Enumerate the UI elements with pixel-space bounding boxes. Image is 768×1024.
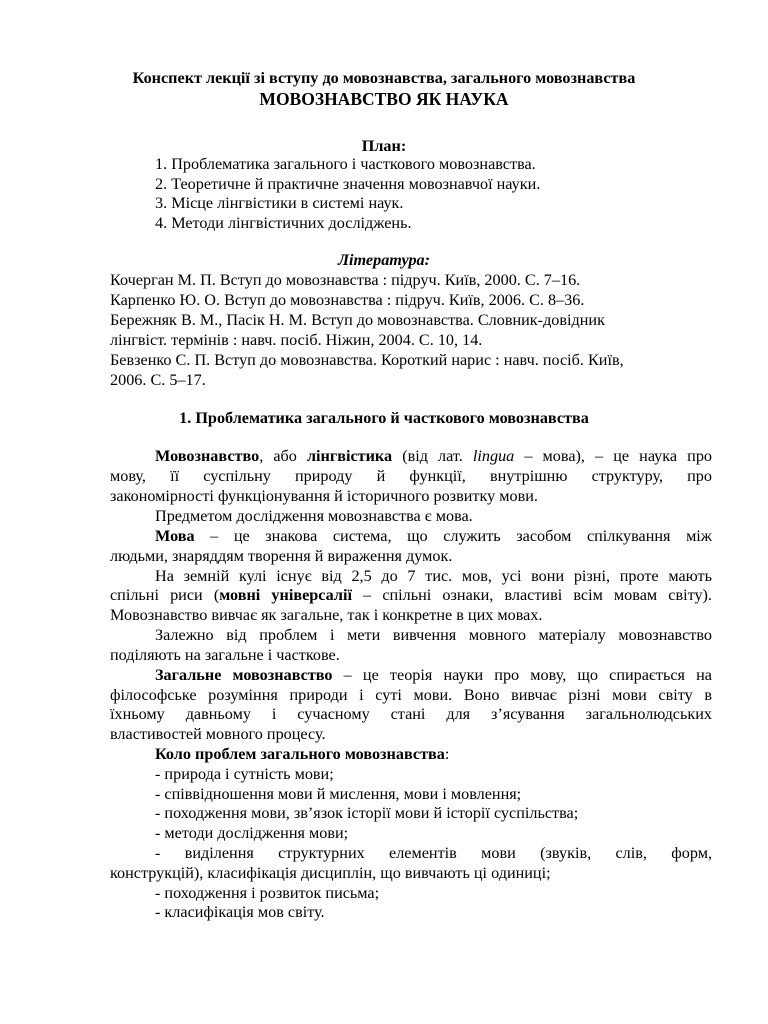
title-line-1: Конспект лекції зі вступу до мовознавства, загального мовознавства <box>132 69 636 87</box>
text-span: – мова), – це наука про <box>514 447 713 465</box>
literature-line: 2006. С. 5–17. <box>110 371 206 389</box>
list-item-continuation: конструкцій), класифікація дисциплін, що вивчають ці одиниці; <box>110 864 551 882</box>
paragraph-line <box>155 526 712 546</box>
literature-line: лінгвіст. термінів : навч. посіб. Ніжин, 2004. С. 10, 14. <box>110 331 483 349</box>
list-item: - методи дослідження мови; <box>155 824 349 842</box>
paragraph-line: закономірності функціонування й історичного розвитку мови. <box>110 487 538 505</box>
paragraph-line: Залежно від проблем і мети вивчення мовного матеріалу мовознавство <box>155 626 712 644</box>
list-item: - походження мови, зв’язок історії мови й історії суспільства; <box>155 804 579 822</box>
term-bold: Мова <box>155 527 195 545</box>
paragraph-line <box>155 665 712 685</box>
plan-item: 1. Проблематика загального і часткового мовознавства. <box>155 155 536 173</box>
list-item: - природа і сутність мови; <box>155 765 334 783</box>
text-span: спільні риси ( <box>110 586 220 604</box>
literature-line: Бережняк В. М., Пасік Н. М. Вступ до мовознавства. Словник-довідник <box>110 311 605 329</box>
literature-line: Кочерган М. П. Вступ до мовознавства : підруч. Київ, 2000. С. 7–16. <box>110 271 581 289</box>
literature-line: Карпенко Ю. О. Вступ до мовознавства : підруч. Київ, 2006. С. 8–36. <box>110 291 585 309</box>
paragraph-line: їхньому давньому і сучасному стані для з’ясування загальнолюдських <box>110 705 712 723</box>
list-item: - класифікація мов світу. <box>155 903 325 921</box>
paragraph-line <box>155 446 712 466</box>
title-line-2: МОВОЗНАВСТВО ЯК НАУКА <box>259 89 509 109</box>
paragraph-line: філософське розуміння природи і суті мови. Воно вивчає різні мови світу в <box>110 686 712 704</box>
plan-item: 4. Методи лінгвістичних досліджень. <box>155 214 412 232</box>
term-bold: Мовознавство <box>155 447 260 465</box>
paragraph-line: людьми, знаряддям творення й вираження думок. <box>110 547 453 565</box>
paragraph-line: Предметом дослідження мовознавства є мова. <box>155 507 473 525</box>
paragraph-line: поділяють на загальне і часткове. <box>110 646 340 664</box>
term-bold: мовні універсалії <box>219 586 352 604</box>
term-bold: Загальне мовознавство <box>155 666 333 684</box>
list-item: - виділення структурних елементів мови (звуків, слів, форм, <box>155 844 712 862</box>
term-italic: lingua <box>472 447 515 465</box>
literature-line: Бевзенко С. П. Вступ до мовознавства. Короткий нарис : навч. посіб. Київ, <box>110 351 624 369</box>
paragraph-line: На земній кулі існує від 2,5 до 7 тис. мов, усі вони різні, проте мають <box>155 567 712 585</box>
paragraph-line <box>110 585 712 605</box>
term-bold: лінгвістика <box>306 447 393 465</box>
text-span: – це знакова система, що служить засобом спілкування між <box>194 527 712 545</box>
paragraph-line <box>155 744 449 764</box>
paragraph-line: властивостей мовного процесу. <box>110 725 326 743</box>
plan-heading: План: <box>361 137 407 155</box>
list-item: - співвідношення мови й мислення, мови і мовлення; <box>155 785 522 803</box>
section-heading: 1. Проблематика загального й часткового мовознавства <box>179 409 589 427</box>
text-span: – спільні ознаки, властиві всім мовам світу). <box>351 586 712 604</box>
list-item: - походження і розвиток письма; <box>155 884 380 902</box>
literature-heading: Література: <box>337 251 431 269</box>
text-span: , або <box>259 447 307 465</box>
text-span: : <box>444 745 450 763</box>
paragraph-line: Мовознавство вивчає як загальне, так і конкретне в цих мовах. <box>110 606 543 624</box>
text-span: – це теорія науки про мову, що спирається на <box>332 666 712 684</box>
text-span: (від лат. <box>392 447 473 465</box>
plan-item: 2. Теоретичне й практичне значення мовознавчої науки. <box>155 175 541 193</box>
paragraph-line: мову, її суспільну природу й функції, внутрішню структуру, про <box>110 467 712 485</box>
term-bold: Коло проблем загального мовознавства <box>155 745 445 763</box>
plan-item: 3. Місце лінгвістики в системі наук. <box>155 194 404 212</box>
